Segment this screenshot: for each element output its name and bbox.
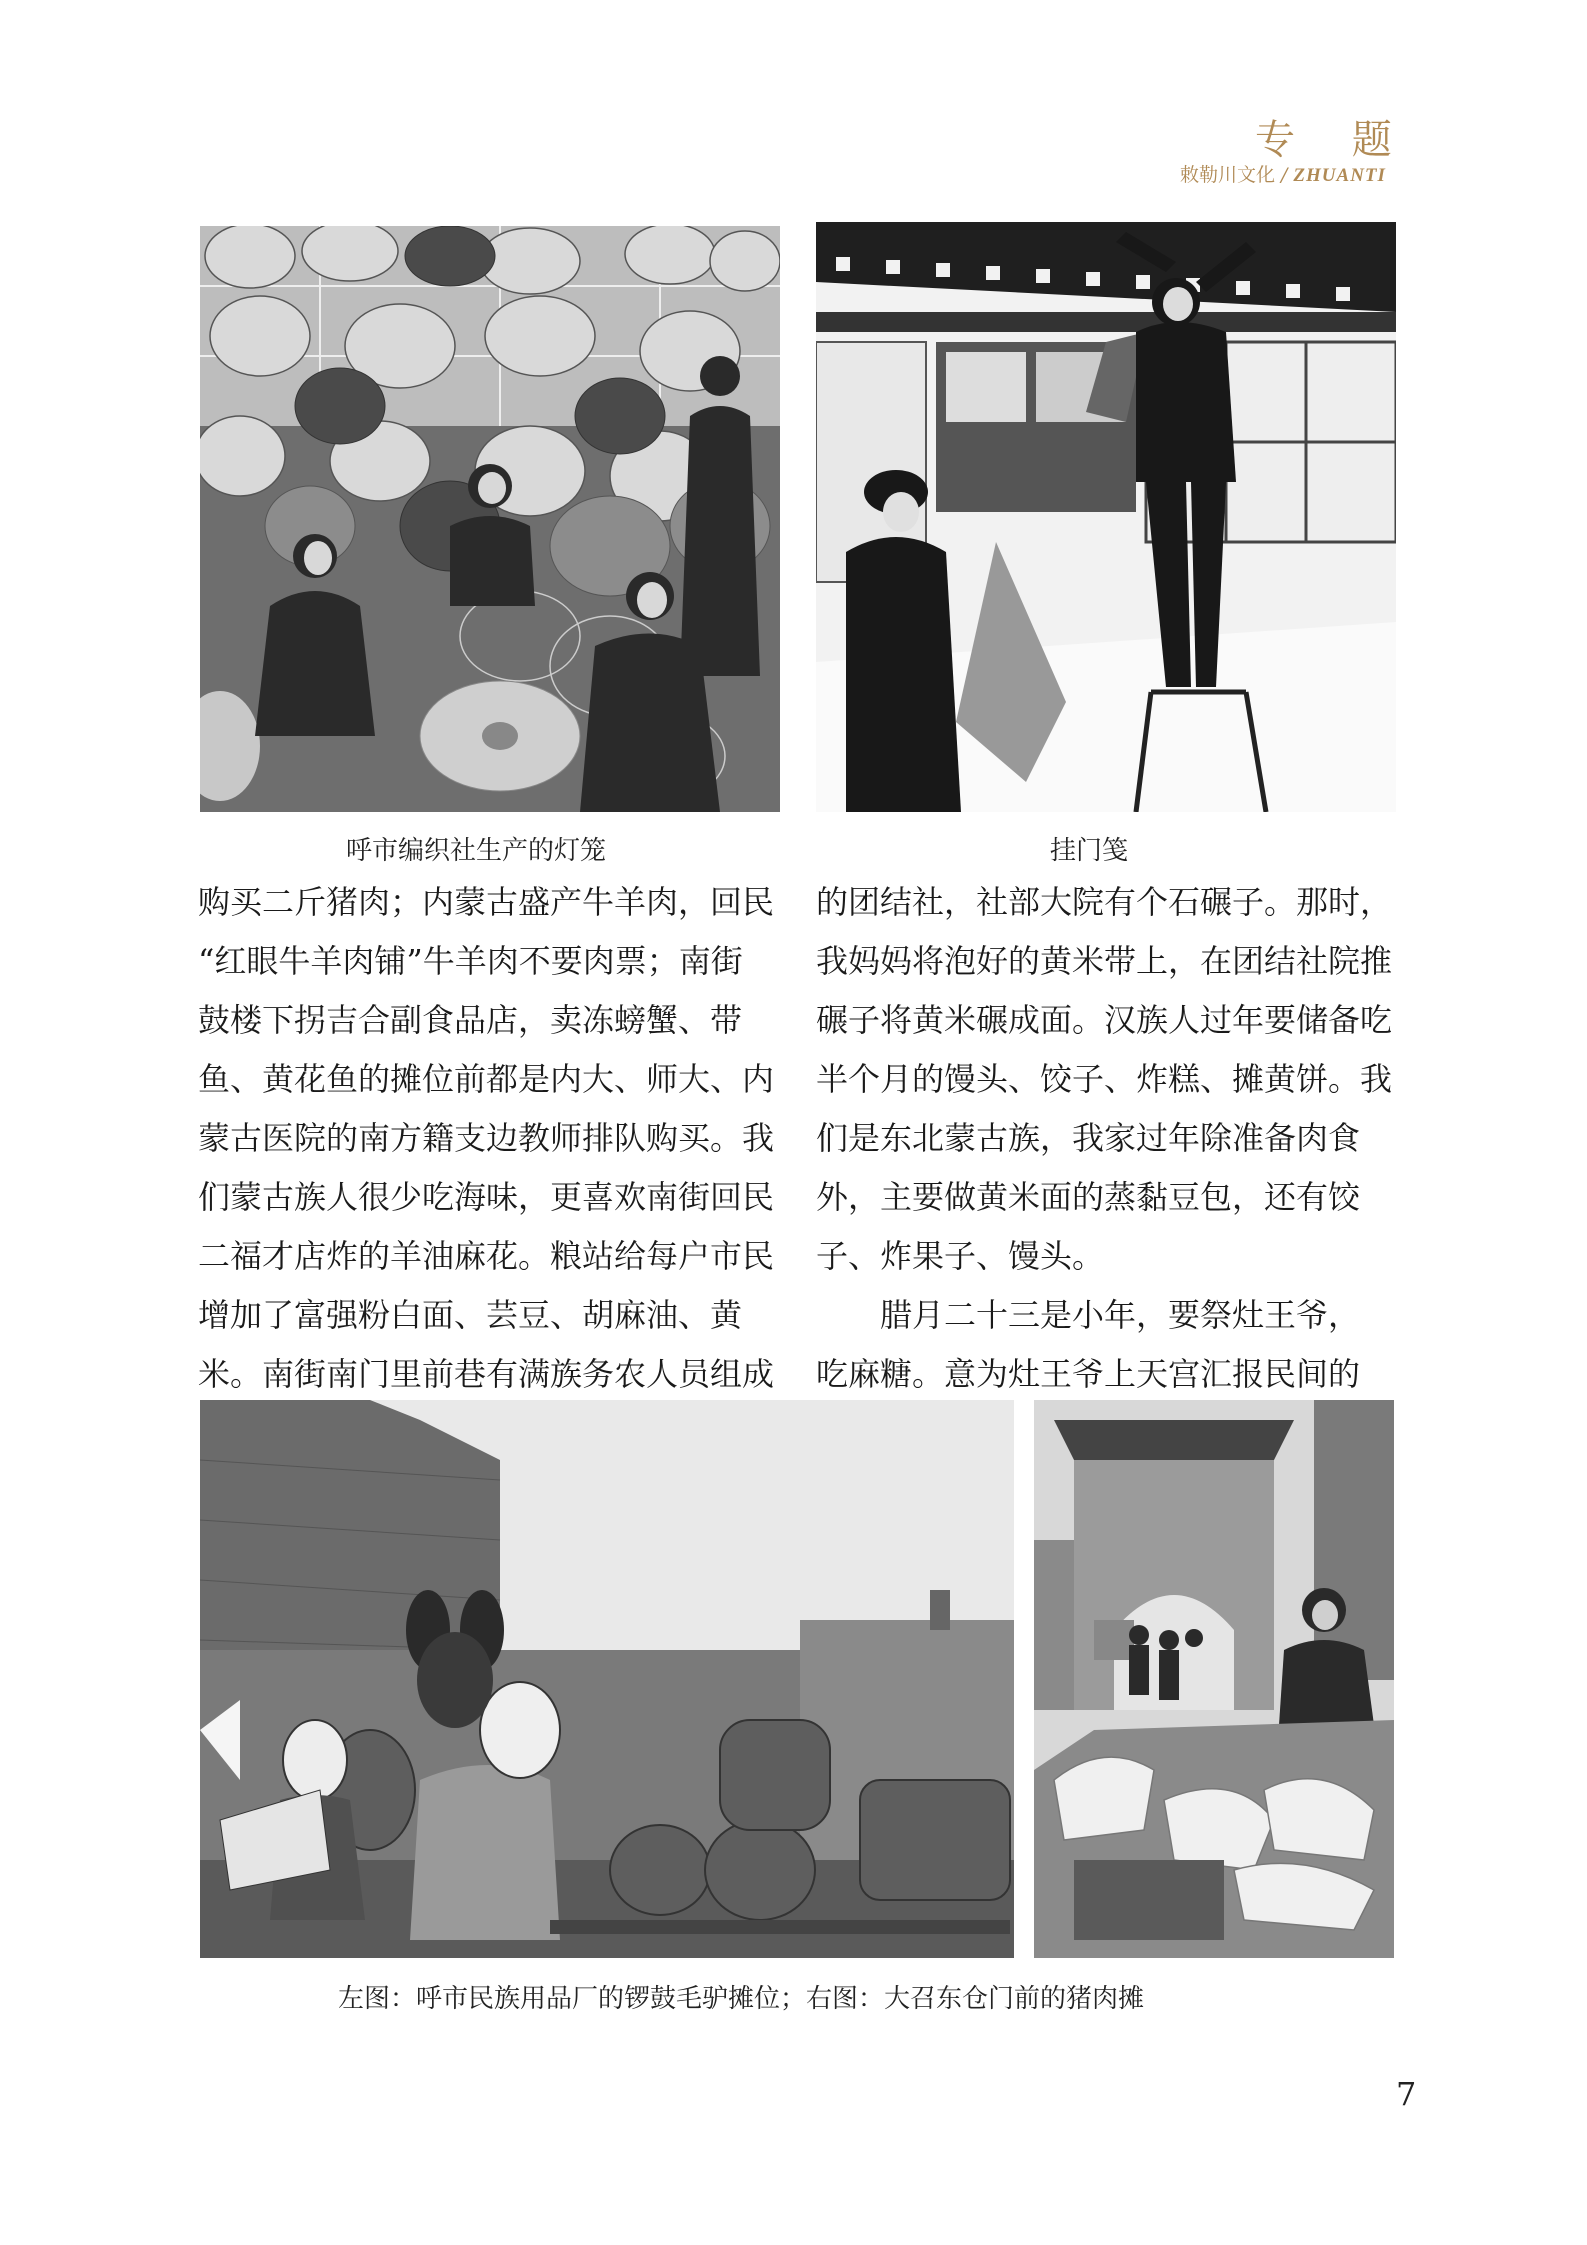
text-line: 米。南街南门里前巷有满族务农人员组成 (198, 1355, 775, 1393)
subtitle-en: ZHUANTI (1293, 165, 1386, 186)
text-line: 们是东北蒙古族，我家过年除准备肉食 (816, 1119, 1361, 1157)
photo-drum-donkey-stall (200, 1400, 1014, 1958)
text-line: 鱼、黄花鱼的摊位前都是内大、师大、内 (198, 1060, 775, 1098)
text-line: 们蒙古族人很少吃海味，更喜欢南街回民 (198, 1178, 775, 1216)
photo-door-hanging (816, 222, 1396, 812)
caption-lanterns: 呼市编织社生产的灯笼 (346, 836, 607, 866)
text-line: 半个月的馒头、饺子、炸糕、摊黄饼。我 (816, 1060, 1393, 1098)
subtitle-cn: 敕勒川文化 (1180, 164, 1276, 186)
photo-lanterns (200, 226, 780, 812)
text-line: 腊月二十三是小年，要祭灶王爷， (880, 1296, 1361, 1334)
section-title: 专 题 (1255, 117, 1414, 163)
body-left-column (198, 873, 784, 1404)
caption-bottom: 左图：呼市民族用品厂的锣鼓毛驴摊位；右图：大召东仓门前的猪肉摊 (338, 1984, 1145, 2014)
text-line: 购买二斤猪肉；内蒙古盛产牛羊肉，回民 (198, 883, 775, 921)
text-line: “红眼牛羊肉铺”牛羊肉不要肉票；南街 (198, 942, 743, 980)
text-line: 吃麻糖。意为灶王爷上天宫汇报民间的 (816, 1355, 1361, 1393)
subtitle-separator: / (1281, 164, 1288, 186)
page-number: 7 (1396, 2075, 1417, 2113)
text-line: 的团结社，社部大院有个石碾子。那时， (816, 883, 1393, 921)
text-line: 碾子将黄米碾成面。汉族人过年要储备吃 (816, 1001, 1393, 1039)
body-right-column (816, 873, 1402, 1404)
text-line: 增加了富强粉白面、芸豆、胡麻油、黄 (198, 1296, 743, 1334)
text-line: 子、炸果子、馒头。 (816, 1237, 1105, 1275)
text-line: 鼓楼下拐吉合副食品店，卖冻螃蟹、带 (198, 1001, 743, 1039)
text-line: 二福才店炸的羊油麻花。粮站给每户市民 (198, 1237, 775, 1275)
text-line: 外，主要做黄米面的蒸黏豆包，还有饺 (816, 1178, 1361, 1216)
text-line: 我妈妈将泡好的黄米带上，在团结社院推 (816, 942, 1393, 980)
caption-door-hanging: 挂门笺 (1050, 836, 1129, 866)
text-line: 蒙古医院的南方籍支边教师排队购买。我 (198, 1119, 775, 1157)
section-subtitle (1180, 160, 1386, 187)
photo-pork-stall (1034, 1400, 1394, 1958)
